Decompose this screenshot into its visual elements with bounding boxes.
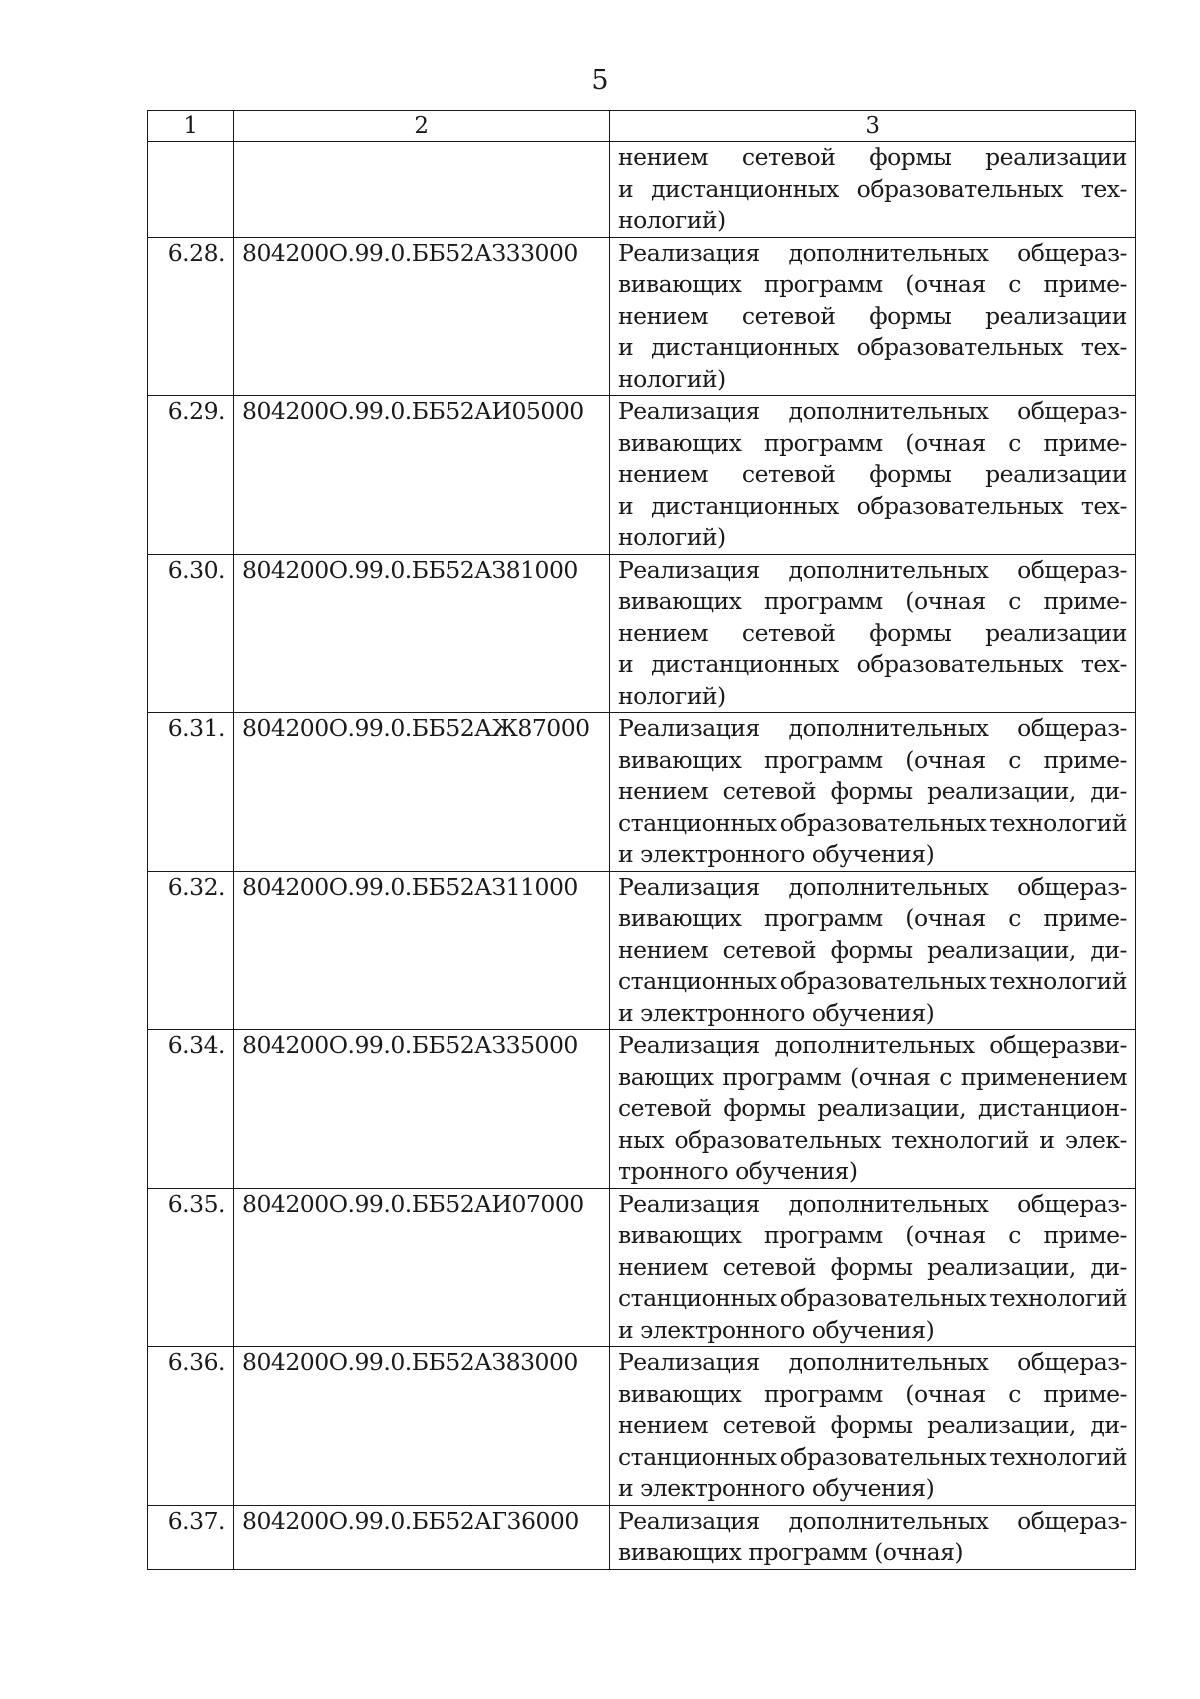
description-line: и электронного обучения)	[618, 1315, 935, 1344]
registry-code-cell	[234, 142, 610, 238]
table-header-row	[148, 111, 1136, 142]
description-line: станционных образовательных технологий	[618, 1442, 1127, 1471]
description-line: и дистанционных образовательных тех-	[618, 174, 1127, 203]
row-number-cell: 6.34.	[148, 1030, 234, 1189]
description-line: и электронного обучения)	[618, 1474, 935, 1502]
table-body	[148, 142, 1136, 1570]
description-line: и дистанционных образовательных тех-	[618, 333, 1127, 361]
description-line: вивающих программ (очная)	[618, 1538, 964, 1566]
description-line: вивающих программ (очная с приме-	[618, 1221, 1127, 1249]
description-cell	[610, 713, 1136, 872]
row-number-cell: 6.30.	[148, 554, 234, 713]
description-line: вивающих программ (очная с приме-	[618, 270, 1127, 298]
description-line: тронного обучения)	[618, 1157, 858, 1185]
description-line: и электронного обучения)	[618, 840, 935, 868]
description-line: и дистанционных образовательных тех-	[618, 650, 1127, 678]
description-cell	[610, 237, 1136, 396]
description-line: нологий)	[618, 523, 726, 551]
description-line: нением сетевой формы реализации, ди-	[618, 777, 1127, 805]
table-row	[148, 1347, 1136, 1506]
table-row	[148, 142, 1136, 238]
description-line: вивающих программ (очная с приме-	[618, 1379, 1127, 1408]
page-number: 5	[591, 65, 609, 96]
row-number-cell	[148, 142, 234, 238]
description-line: нологий)	[618, 364, 726, 393]
description-line: нологий)	[618, 681, 726, 710]
registry-code-cell: 804200О.99.0.ББ52АЗ81000	[234, 554, 610, 713]
registry-code-cell: 804200О.99.0.ББ52АЗ11000	[234, 871, 610, 1030]
table-row	[148, 713, 1136, 872]
description-line: нением сетевой формы реализации, ди-	[618, 935, 1127, 964]
description-line: вающих программ (очная с применением	[618, 1062, 1127, 1091]
registry-code-cell: 804200О.99.0.ББ52АЗ83000	[234, 1347, 610, 1506]
description-line: вивающих программ (очная с приме-	[618, 428, 1127, 457]
description-line: нением сетевой формы реализации	[618, 143, 1127, 171]
header-cell-1: 1	[148, 111, 234, 142]
description-line: нением сетевой формы реализации, ди-	[618, 1252, 1127, 1281]
description-line: нением сетевой формы реализации, ди-	[618, 1411, 1127, 1439]
description-line: Реализация дополнительных общераз-	[618, 1506, 1127, 1535]
description-line: Реализация дополнительных общераз-	[618, 714, 1127, 742]
row-number-cell: 6.36.	[148, 1347, 234, 1506]
description-line: и дистанционных образовательных тех-	[618, 491, 1127, 520]
table-row	[148, 237, 1136, 396]
registry-code-cell: 804200О.99.0.ББ52АГ36000	[234, 1505, 610, 1569]
header-cell-2: 2	[234, 111, 610, 142]
document-table	[147, 110, 1136, 1570]
description-line: Реализация дополнительных общераз-	[618, 397, 1127, 425]
registry-code-cell: 804200О.99.0.ББ52АЖ87000	[234, 713, 610, 872]
description-line: Реализация дополнительных общераз-	[618, 555, 1127, 584]
row-number-cell: 6.31.	[148, 713, 234, 872]
row-number-cell: 6.35.	[148, 1188, 234, 1347]
description-line: станционных образовательных технологий	[618, 1284, 1127, 1312]
row-number-cell: 6.28.	[148, 237, 234, 396]
registry-code-cell: 804200О.99.0.ББ52АИ05000	[234, 396, 610, 555]
description-line: вивающих программ (очная с приме-	[618, 745, 1127, 774]
description-line: нением сетевой формы реализации	[618, 618, 1127, 647]
table-row	[148, 1505, 1136, 1569]
description-line: Реализация дополнительных общераз-	[618, 1189, 1127, 1218]
row-number-cell: 6.32.	[148, 871, 234, 1030]
description-line: нением сетевой формы реализации	[618, 301, 1127, 330]
description-line: и электронного обучения)	[618, 998, 935, 1027]
description-cell	[610, 396, 1136, 555]
description-line: станционных образовательных технологий	[618, 967, 1127, 995]
description-line: нологий)	[618, 206, 726, 234]
table-row	[148, 1030, 1136, 1189]
description-line: Реализация дополнительных общеразви-	[618, 1031, 1127, 1059]
registry-code-cell: 804200О.99.0.ББ52АЗ33000	[234, 237, 610, 396]
description-line: Реализация дополнительных общераз-	[618, 238, 1127, 267]
description-cell	[610, 1188, 1136, 1347]
description-line: ных образовательных технологий и элек-	[618, 1125, 1127, 1154]
registry-code-cell: 804200О.99.0.ББ52АИ07000	[234, 1188, 610, 1347]
row-number-cell: 6.29.	[148, 396, 234, 555]
description-cell	[610, 554, 1136, 713]
description-line: нением сетевой формы реализации	[618, 460, 1127, 488]
table-row	[148, 871, 1136, 1030]
registry-code-cell: 804200О.99.0.ББ52АЗ35000	[234, 1030, 610, 1189]
description-line: вивающих программ (очная с приме-	[618, 904, 1127, 932]
description-cell	[610, 1030, 1136, 1189]
table-row	[148, 1188, 1136, 1347]
description-cell	[610, 142, 1136, 238]
table-row	[148, 396, 1136, 555]
description-line: вивающих программ (очная с приме-	[618, 587, 1127, 615]
description-line: станционных образовательных технологий	[618, 808, 1127, 837]
description-line: Реализация дополнительных общераз-	[618, 872, 1127, 901]
header-cell-3: 3	[610, 111, 1136, 142]
description-cell	[610, 871, 1136, 1030]
description-line: Реализация дополнительных общераз-	[618, 1348, 1127, 1376]
description-line: сетевой формы реализации, дистанцион-	[618, 1094, 1127, 1122]
description-cell	[610, 1347, 1136, 1506]
description-cell	[610, 1505, 1136, 1569]
table-row	[148, 554, 1136, 713]
row-number-cell: 6.37.	[148, 1505, 234, 1569]
